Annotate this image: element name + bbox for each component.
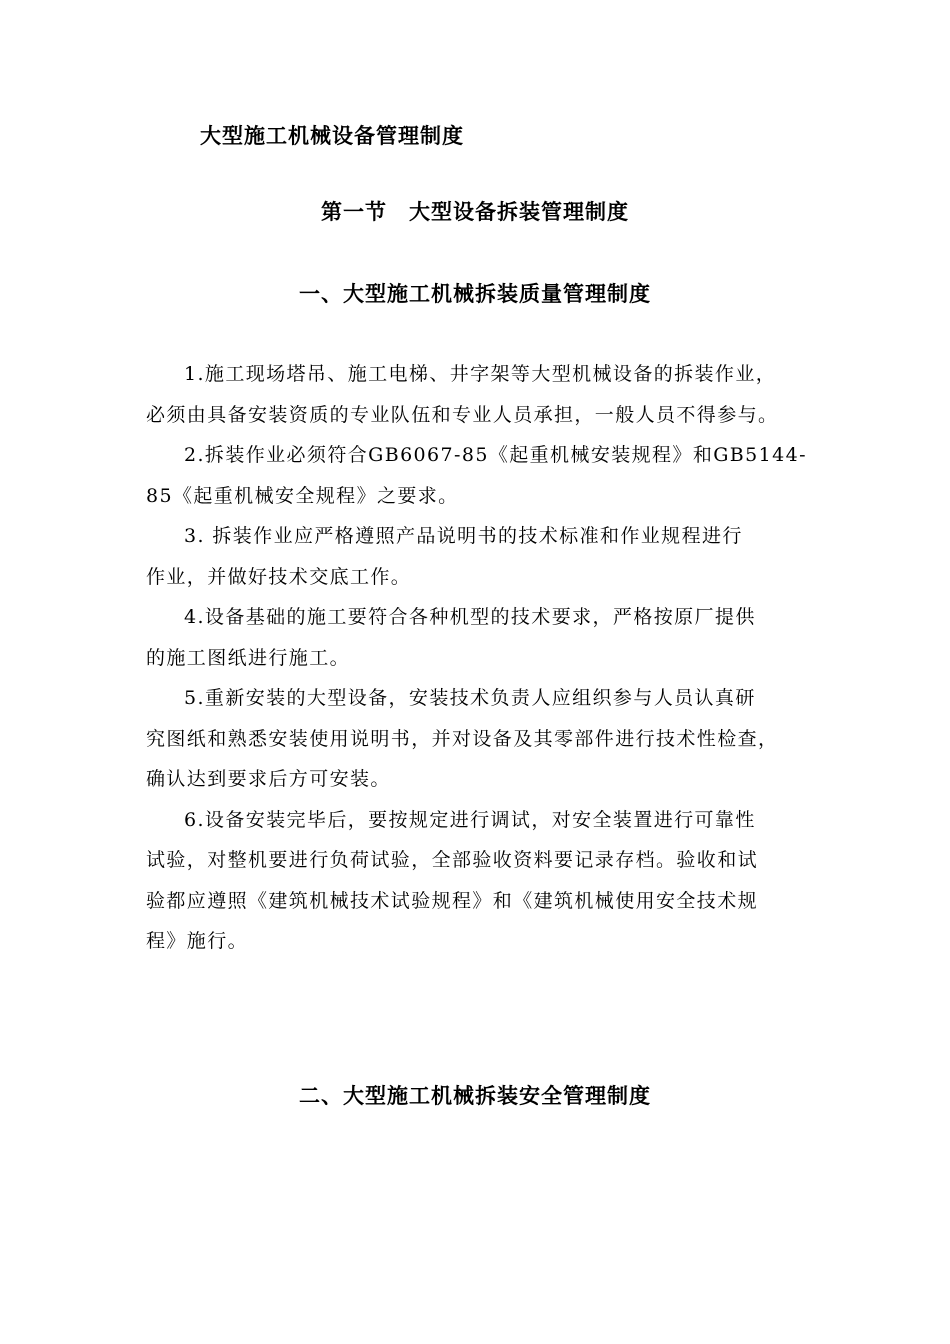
- paragraph-line: 究图纸和熟悉安装使用说明书，并对设备及其零部件进行技术性检查，: [146, 727, 779, 750]
- paragraph-line: 5.重新安装的大型设备，安装技术负责人应组织参与人员认真研: [184, 687, 756, 709]
- paragraph-line: 2.拆装作业必须符合GB6067-85《起重机械安装规程》和GB5144-: [184, 444, 807, 466]
- paragraph-line: 4.设备基础的施工要符合各种机型的技术要求，严格按原厂提供: [184, 606, 756, 628]
- paragraph-line: 1.施工现场塔吊、施工电梯、井字架等大型机械设备的拆装作业，: [184, 363, 777, 385]
- paragraph-5: [146, 678, 812, 800]
- subsection-heading-quality: 一、大型施工机械拆装质量管理制度: [299, 281, 651, 306]
- paragraph-line: 85《起重机械安全规程》之要求。: [146, 484, 459, 507]
- paragraph-line: 3. 拆装作业应严格遵照产品说明书的技术标准和作业规程进行: [184, 525, 743, 547]
- section-heading: 第一节 大型设备拆装管理制度: [321, 199, 629, 224]
- paragraph-2: [146, 435, 812, 516]
- document-title: 大型施工机械设备管理制度: [200, 123, 464, 148]
- paragraph-3: [146, 516, 812, 597]
- paragraph-line: 程》施行。: [146, 930, 249, 952]
- paragraph-line: 验都应遵照《建筑机械技术试验规程》和《建筑机械使用安全技术规: [146, 889, 759, 912]
- paragraph-6: [146, 800, 812, 962]
- paragraph-line: 确认达到要求后方可安装。: [146, 768, 391, 790]
- paragraph-line: 作业，并做好技术交底工作。: [146, 565, 412, 588]
- paragraph-4: [146, 597, 812, 678]
- paragraph-line: 试验，对整机要进行负荷试验，全部验收资料要记录存档。验收和试: [146, 849, 759, 871]
- paragraph-line: 必须由具备安装资质的专业队伍和专业人员承担，一般人员不得参与。: [146, 403, 779, 426]
- subsection-heading-safety: 二、大型施工机械拆装安全管理制度: [299, 1083, 651, 1108]
- body-text: [146, 354, 812, 962]
- paragraph-line: 6.设备安装完毕后，要按规定进行调试，对安全装置进行可靠性: [184, 808, 756, 831]
- paragraph-1: [146, 354, 812, 435]
- paragraph-line: 的施工图纸进行施工。: [146, 646, 351, 669]
